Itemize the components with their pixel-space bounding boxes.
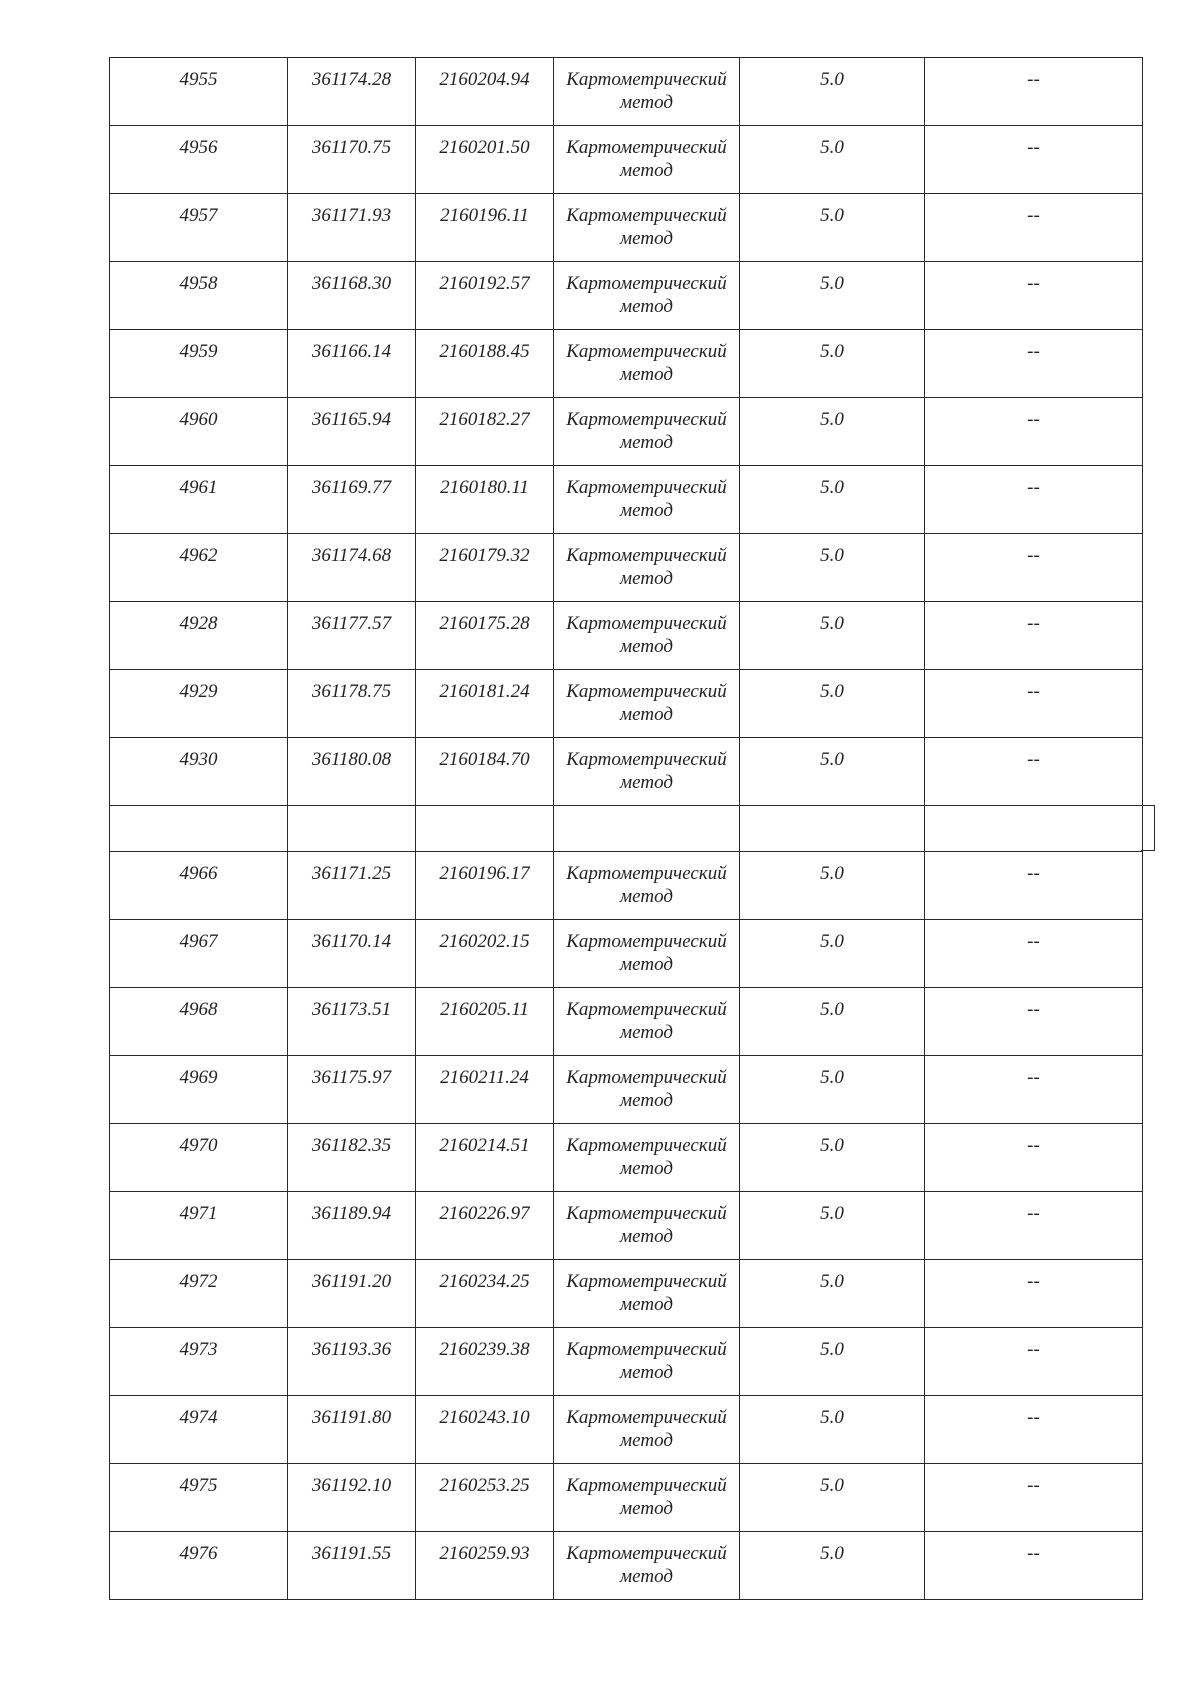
empty-cell — [925, 806, 1143, 852]
note-cell: -- — [925, 1056, 1143, 1124]
point-number-cell: 4957 — [110, 194, 288, 262]
method-cell: Картометрический метод — [554, 1464, 740, 1532]
method-cell: Картометрический метод — [554, 126, 740, 194]
x-coordinate-cell: 361174.28 — [288, 58, 416, 126]
point-number-cell: 4976 — [110, 1532, 288, 1600]
accuracy-cell: 5.0 — [740, 852, 925, 920]
point-number-cell: 4958 — [110, 262, 288, 330]
accuracy-cell: 5.0 — [740, 1260, 925, 1328]
point-number-cell: 4968 — [110, 988, 288, 1056]
method-cell: Картометрический метод — [554, 330, 740, 398]
accuracy-cell: 5.0 — [740, 1192, 925, 1260]
y-coordinate-cell: 2160253.25 — [416, 1464, 554, 1532]
method-cell: Картометрический метод — [554, 534, 740, 602]
table-row — [110, 1464, 1143, 1532]
method-cell: Картометрический метод — [554, 602, 740, 670]
method-cell: Картометрический метод — [554, 1396, 740, 1464]
table-row — [110, 194, 1143, 262]
note-cell: -- — [925, 398, 1143, 466]
empty-cell — [110, 806, 288, 852]
point-number-cell: 4928 — [110, 602, 288, 670]
x-coordinate-cell: 361175.97 — [288, 1056, 416, 1124]
y-coordinate-cell: 2160192.57 — [416, 262, 554, 330]
table-row — [110, 738, 1143, 806]
point-number-cell: 4960 — [110, 398, 288, 466]
point-number-cell: 4967 — [110, 920, 288, 988]
accuracy-cell: 5.0 — [740, 194, 925, 262]
table-row — [110, 920, 1143, 988]
method-cell: Картометрический метод — [554, 1328, 740, 1396]
x-coordinate-cell: 361171.25 — [288, 852, 416, 920]
point-number-cell: 4959 — [110, 330, 288, 398]
accuracy-cell: 5.0 — [740, 58, 925, 126]
method-cell: Картометрический метод — [554, 670, 740, 738]
note-cell: -- — [925, 1464, 1143, 1532]
x-coordinate-cell: 361191.55 — [288, 1532, 416, 1600]
y-coordinate-cell: 2160179.32 — [416, 534, 554, 602]
y-coordinate-cell: 2160243.10 — [416, 1396, 554, 1464]
y-coordinate-cell: 2160259.93 — [416, 1532, 554, 1600]
y-coordinate-cell: 2160204.94 — [416, 58, 554, 126]
note-cell: -- — [925, 738, 1143, 806]
note-cell: -- — [925, 126, 1143, 194]
accuracy-cell: 5.0 — [740, 534, 925, 602]
note-cell: -- — [925, 670, 1143, 738]
accuracy-cell: 5.0 — [740, 466, 925, 534]
coordinates-table — [109, 57, 1143, 1600]
x-coordinate-cell: 361191.20 — [288, 1260, 416, 1328]
empty-cell — [740, 806, 925, 852]
method-cell: Картометрический метод — [554, 738, 740, 806]
table-row — [110, 988, 1143, 1056]
table-row — [110, 1056, 1143, 1124]
x-coordinate-cell: 361170.14 — [288, 920, 416, 988]
accuracy-cell: 5.0 — [740, 602, 925, 670]
accuracy-cell: 5.0 — [740, 126, 925, 194]
table-row — [110, 126, 1143, 194]
table-row — [110, 1260, 1143, 1328]
accuracy-cell: 5.0 — [740, 1124, 925, 1192]
note-cell: -- — [925, 534, 1143, 602]
x-coordinate-cell: 361192.10 — [288, 1464, 416, 1532]
method-cell: Картометрический метод — [554, 1192, 740, 1260]
note-cell: -- — [925, 602, 1143, 670]
note-cell: -- — [925, 1328, 1143, 1396]
note-cell: -- — [925, 852, 1143, 920]
empty-table-row — [110, 806, 1143, 852]
point-number-cell: 4961 — [110, 466, 288, 534]
y-coordinate-cell: 2160234.25 — [416, 1260, 554, 1328]
table-row — [110, 1192, 1143, 1260]
y-coordinate-cell: 2160181.24 — [416, 670, 554, 738]
table-row — [110, 466, 1143, 534]
accuracy-cell: 5.0 — [740, 398, 925, 466]
x-coordinate-cell: 361165.94 — [288, 398, 416, 466]
y-coordinate-cell: 2160184.70 — [416, 738, 554, 806]
y-coordinate-cell: 2160239.38 — [416, 1328, 554, 1396]
method-cell: Картометрический метод — [554, 1260, 740, 1328]
y-coordinate-cell: 2160226.97 — [416, 1192, 554, 1260]
accuracy-cell: 5.0 — [740, 1532, 925, 1600]
y-coordinate-cell: 2160175.28 — [416, 602, 554, 670]
note-cell: -- — [925, 1396, 1143, 1464]
method-cell: Картометрический метод — [554, 920, 740, 988]
note-cell: -- — [925, 920, 1143, 988]
table-row — [110, 1328, 1143, 1396]
x-coordinate-cell: 361177.57 — [288, 602, 416, 670]
note-cell: -- — [925, 1192, 1143, 1260]
x-coordinate-cell: 361178.75 — [288, 670, 416, 738]
empty-row-edge-mark — [1141, 805, 1155, 851]
accuracy-cell: 5.0 — [740, 262, 925, 330]
point-number-cell: 4929 — [110, 670, 288, 738]
method-cell: Картометрический метод — [554, 1124, 740, 1192]
point-number-cell: 4962 — [110, 534, 288, 602]
y-coordinate-cell: 2160180.11 — [416, 466, 554, 534]
note-cell: -- — [925, 194, 1143, 262]
table-row — [110, 1396, 1143, 1464]
point-number-cell: 4972 — [110, 1260, 288, 1328]
point-number-cell: 4974 — [110, 1396, 288, 1464]
note-cell: -- — [925, 1124, 1143, 1192]
x-coordinate-cell: 361191.80 — [288, 1396, 416, 1464]
y-coordinate-cell: 2160205.11 — [416, 988, 554, 1056]
accuracy-cell: 5.0 — [740, 670, 925, 738]
point-number-cell: 4970 — [110, 1124, 288, 1192]
table-row — [110, 398, 1143, 466]
point-number-cell: 4966 — [110, 852, 288, 920]
point-number-cell: 4971 — [110, 1192, 288, 1260]
method-cell: Картометрический метод — [554, 1532, 740, 1600]
method-cell: Картометрический метод — [554, 58, 740, 126]
y-coordinate-cell: 2160211.24 — [416, 1056, 554, 1124]
accuracy-cell: 5.0 — [740, 738, 925, 806]
accuracy-cell: 5.0 — [740, 920, 925, 988]
point-number-cell: 4975 — [110, 1464, 288, 1532]
x-coordinate-cell: 361182.35 — [288, 1124, 416, 1192]
accuracy-cell: 5.0 — [740, 1396, 925, 1464]
table-row — [110, 602, 1143, 670]
point-number-cell: 4956 — [110, 126, 288, 194]
y-coordinate-cell: 2160202.15 — [416, 920, 554, 988]
table-row — [110, 534, 1143, 602]
method-cell: Картометрический метод — [554, 852, 740, 920]
method-cell: Картометрический метод — [554, 398, 740, 466]
x-coordinate-cell: 361166.14 — [288, 330, 416, 398]
method-cell: Картометрический метод — [554, 194, 740, 262]
note-cell: -- — [925, 1260, 1143, 1328]
table-row — [110, 1532, 1143, 1600]
method-cell: Картометрический метод — [554, 466, 740, 534]
table-row — [110, 1124, 1143, 1192]
method-cell: Картометрический метод — [554, 988, 740, 1056]
coordinates-table-body — [110, 58, 1143, 1600]
point-number-cell: 4973 — [110, 1328, 288, 1396]
accuracy-cell: 5.0 — [740, 1328, 925, 1396]
x-coordinate-cell: 361170.75 — [288, 126, 416, 194]
accuracy-cell: 5.0 — [740, 1464, 925, 1532]
point-number-cell: 4969 — [110, 1056, 288, 1124]
note-cell: -- — [925, 330, 1143, 398]
method-cell: Картометрический метод — [554, 1056, 740, 1124]
x-coordinate-cell: 361189.94 — [288, 1192, 416, 1260]
point-number-cell: 4955 — [110, 58, 288, 126]
table-row — [110, 852, 1143, 920]
y-coordinate-cell: 2160196.17 — [416, 852, 554, 920]
accuracy-cell: 5.0 — [740, 330, 925, 398]
note-cell: -- — [925, 1532, 1143, 1600]
point-number-cell: 4930 — [110, 738, 288, 806]
accuracy-cell: 5.0 — [740, 1056, 925, 1124]
empty-cell — [288, 806, 416, 852]
empty-cell — [416, 806, 554, 852]
y-coordinate-cell: 2160182.27 — [416, 398, 554, 466]
x-coordinate-cell: 361171.93 — [288, 194, 416, 262]
y-coordinate-cell: 2160188.45 — [416, 330, 554, 398]
table-row — [110, 330, 1143, 398]
note-cell: -- — [925, 262, 1143, 330]
table-row — [110, 670, 1143, 738]
empty-cell — [554, 806, 740, 852]
x-coordinate-cell: 361193.36 — [288, 1328, 416, 1396]
x-coordinate-cell: 361174.68 — [288, 534, 416, 602]
x-coordinate-cell: 361168.30 — [288, 262, 416, 330]
table-row — [110, 262, 1143, 330]
accuracy-cell: 5.0 — [740, 988, 925, 1056]
x-coordinate-cell: 361169.77 — [288, 466, 416, 534]
method-cell: Картометрический метод — [554, 262, 740, 330]
y-coordinate-cell: 2160214.51 — [416, 1124, 554, 1192]
x-coordinate-cell: 361173.51 — [288, 988, 416, 1056]
note-cell: -- — [925, 58, 1143, 126]
note-cell: -- — [925, 988, 1143, 1056]
x-coordinate-cell: 361180.08 — [288, 738, 416, 806]
table-row — [110, 58, 1143, 126]
note-cell: -- — [925, 466, 1143, 534]
y-coordinate-cell: 2160196.11 — [416, 194, 554, 262]
y-coordinate-cell: 2160201.50 — [416, 126, 554, 194]
